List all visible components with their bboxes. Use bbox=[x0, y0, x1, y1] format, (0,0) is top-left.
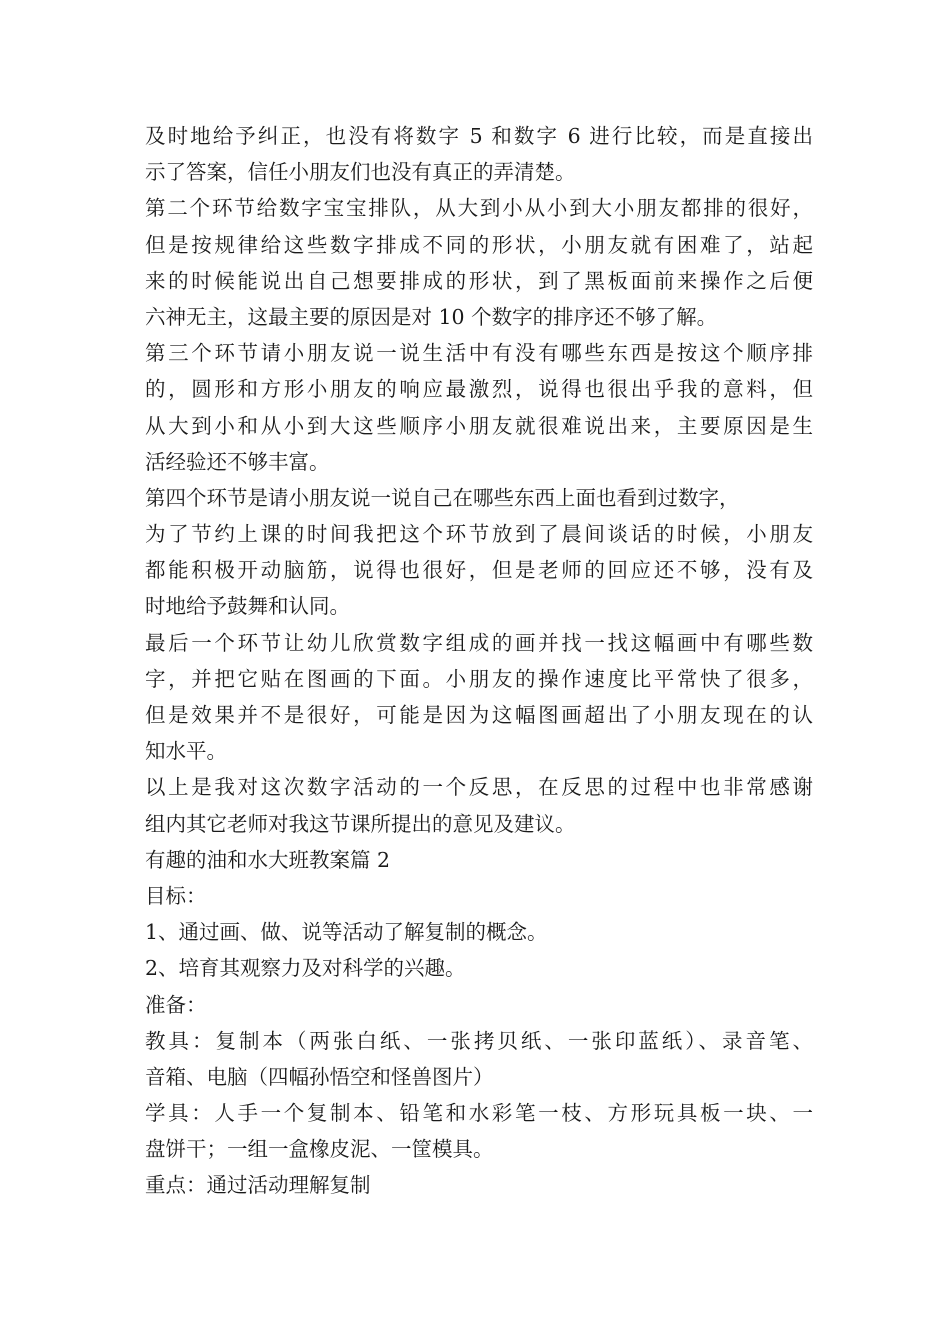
text-line-28: 学具：人手一个复制本、铅笔和水彩笔一枝、方形玩具板一块、一 bbox=[145, 1101, 813, 1126]
text-line-26: 教具：复制本（两张白纸、一张拷贝纸、一张印蓝纸）、录音笔、 bbox=[145, 1028, 813, 1053]
section-heading: 有趣的油和水大班教案篇 2 bbox=[145, 847, 391, 872]
text-line-10: 活经验还不够丰富。 bbox=[145, 449, 330, 474]
text-line-8: 的，圆形和方形小朋友的响应最激烈，说得也很出乎我的意料，但 bbox=[145, 377, 813, 402]
text-line-15: 最后一个环节让幼儿欣赏数字组成的画并找一找这幅画中有哪些数 bbox=[145, 630, 813, 655]
text-line-30: 重点：通过活动理解复制 bbox=[145, 1173, 371, 1198]
text-line-5: 来的时候能说出自己想要排成的形状，到了黑板面前来操作之后便 bbox=[145, 268, 813, 293]
text-line-23: 1、通过画、做、说等活动了解复制的概念。 bbox=[145, 920, 548, 945]
text-line-4: 但是按规律给这些数字排成不同的形状，小朋友就有困难了，站起 bbox=[145, 232, 813, 257]
text-line-6: 六神无主，这最主要的原因是对 10 个数字的排序还不够了解。 bbox=[145, 304, 718, 329]
text-line-27: 音箱、电脑（四幅孙悟空和怪兽图片） bbox=[145, 1064, 494, 1089]
text-line-1: 及时地给予纠正，也没有将数字 5 和数字 6 进行比较，而是直接出 bbox=[145, 124, 813, 148]
text-line-25: 准备： bbox=[145, 992, 207, 1017]
text-line-20: 组内其它老师对我这节课所提出的意见及建议。 bbox=[145, 811, 576, 836]
text-line-2: 示了答案，信任小朋友们也没有真正的弄清楚。 bbox=[145, 160, 576, 185]
text-line-22: 目标： bbox=[145, 883, 207, 908]
text-line-29: 盘饼干；一组一盒橡皮泥、一筐模具。 bbox=[145, 1137, 494, 1162]
text-line-9: 从大到小和从小到大这些顺序小朋友就很难说出来，主要原因是生 bbox=[145, 413, 813, 438]
text-line-11: 第四个环节是请小朋友说一说自己在哪些东西上面也看到过数字， bbox=[145, 485, 740, 510]
text-line-18: 知水平。 bbox=[145, 739, 227, 764]
text-line-24: 2、培育其观察力及对科学的兴趣。 bbox=[145, 956, 466, 981]
text-line-7: 第三个环节请小朋友说一说生活中有没有哪些东西是按这个顺序排 bbox=[145, 341, 813, 366]
text-line-19: 以上是我对这次数字活动的一个反思，在反思的过程中也非常感谢 bbox=[145, 775, 813, 800]
text-line-13: 都能积极开动脑筋，说得也很好，但是老师的回应还不够，没有及 bbox=[145, 558, 813, 583]
document-body bbox=[145, 118, 813, 1204]
text-line-17: 但是效果并不是很好，可能是因为这幅图画超出了小朋友现在的认 bbox=[145, 703, 813, 727]
text-line-3: 第二个环节给数字宝宝排队，从大到小从小到大小朋友都排的很好， bbox=[145, 196, 813, 221]
text-line-12: 为了节约上课的时间我把这个环节放到了晨间谈话的时候，小朋友 bbox=[145, 522, 813, 547]
text-line-14: 时地给予鼓舞和认同。 bbox=[145, 594, 350, 619]
text-line-16: 字，并把它贴在图画的下面。小朋友的操作速度比平常快了很多， bbox=[145, 666, 813, 691]
